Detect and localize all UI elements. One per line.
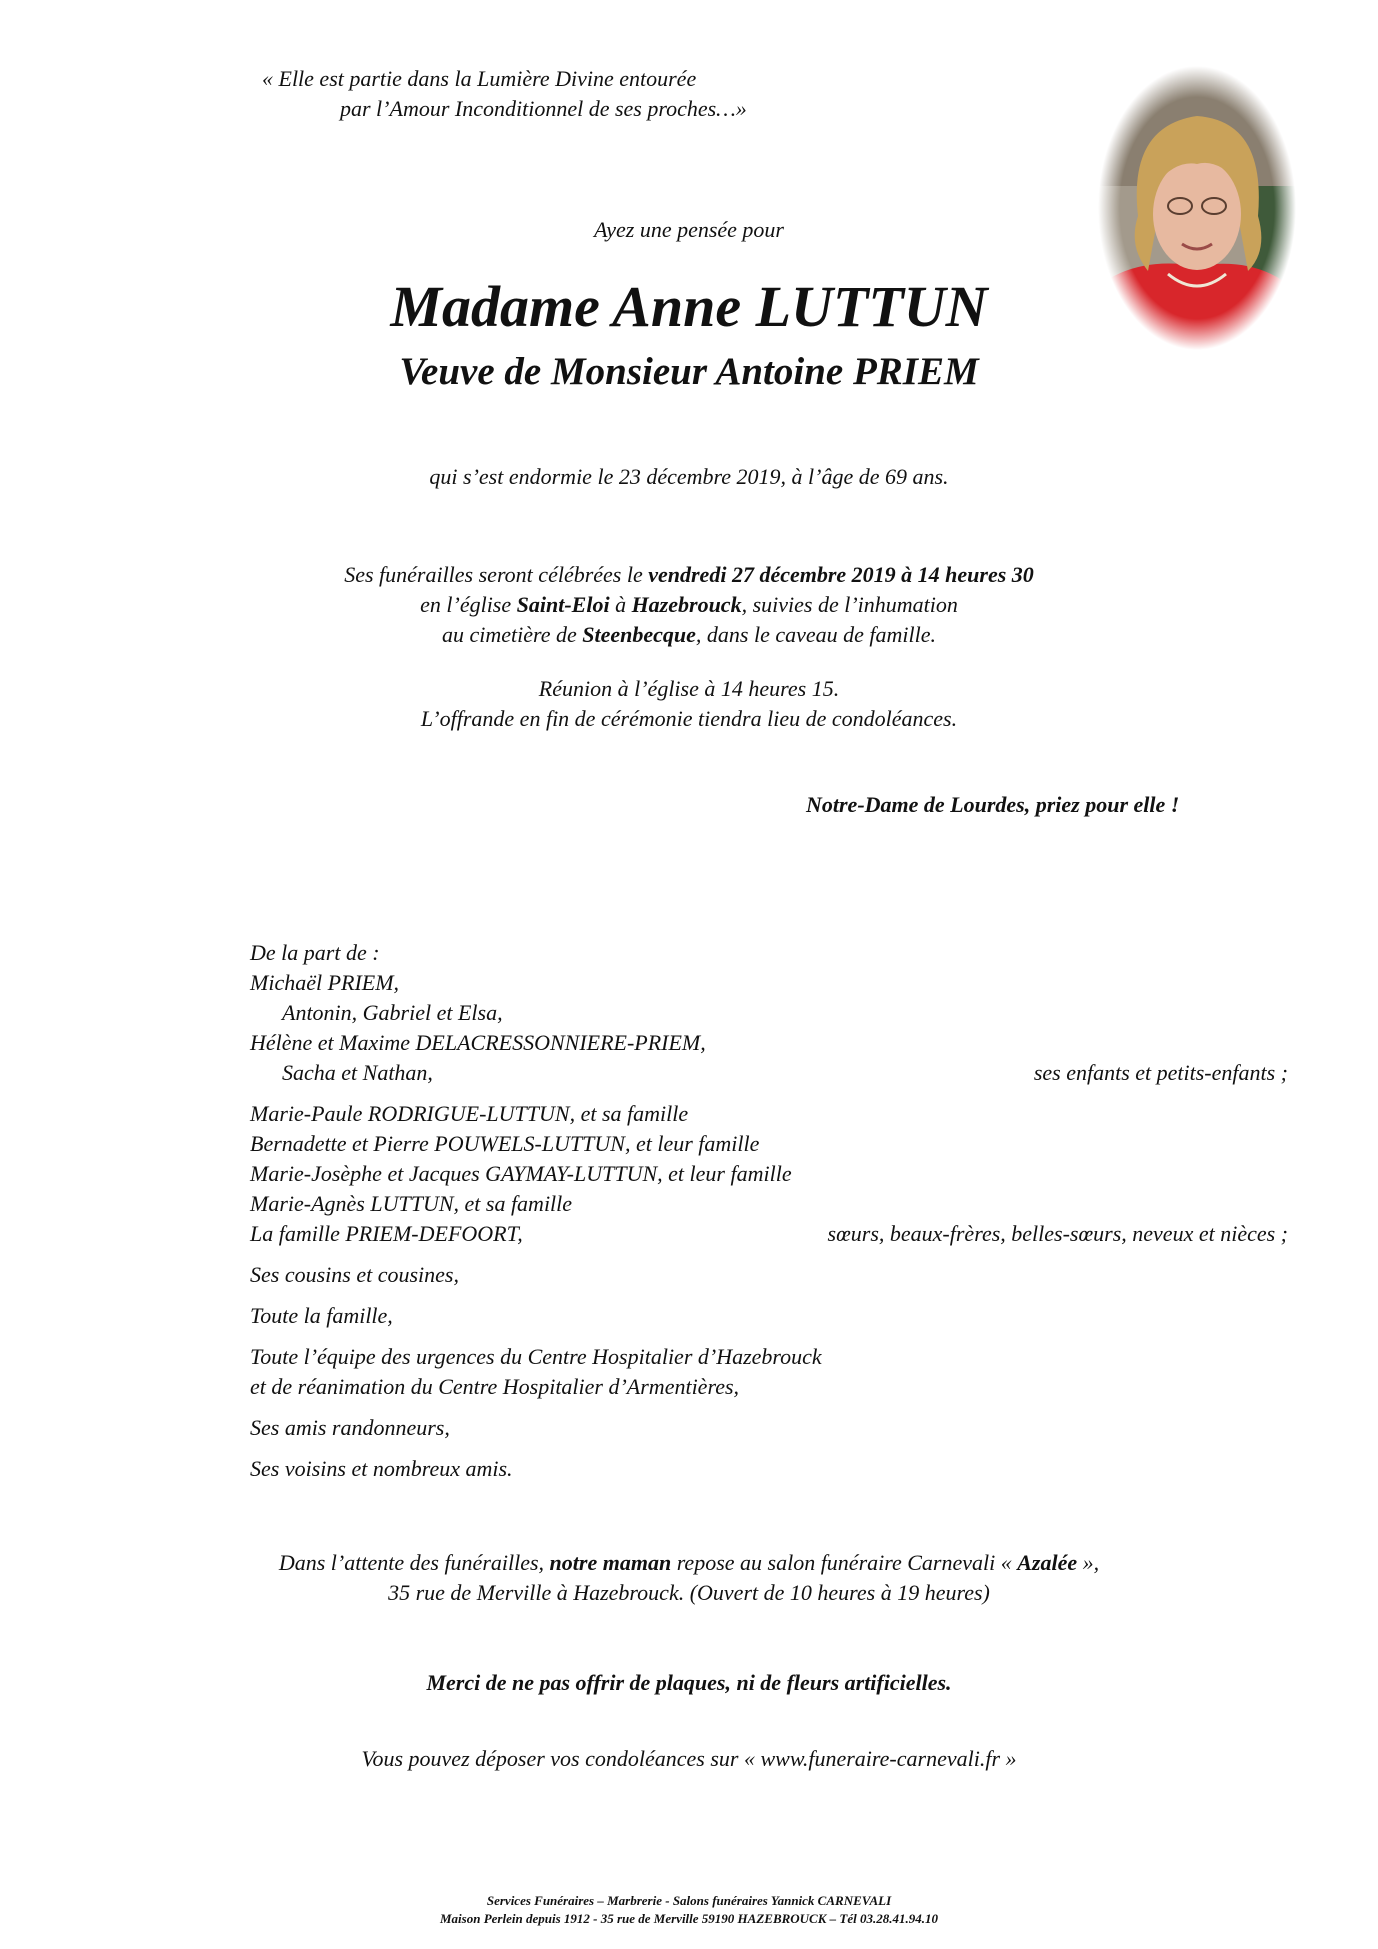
meeting-line-2: L’offrande en fin de cérémonie tiendra lieu de condoléances. <box>420 706 958 731</box>
footer-line-1: Services Funéraires – Marbrerie - Salons funéraires Yannick CARNEVALI <box>486 1893 892 1908</box>
meeting-line-1: Réunion à l’église à 14 heures 15. <box>538 676 840 701</box>
cemetery-name: Steenbecque <box>582 622 696 647</box>
family-relation: ses enfants et petits-enfants ; <box>1033 1060 1288 1085</box>
epigraph-line-1: « Elle est partie dans la Lumière Divine entourée <box>262 66 697 91</box>
widow-of: Veuve de Monsieur Antoine PRIEM <box>399 350 979 393</box>
family-member: La famille PRIEM-DEFOORT, <box>250 1221 523 1246</box>
family-cousins: Ses cousins et cousines, <box>250 1262 459 1287</box>
family-member: Michaël PRIEM, <box>250 970 400 995</box>
family-header: De la part de : <box>250 940 380 965</box>
funeral-line-3: au cimetière de Steenbecque, dans le caveau de famille. <box>441 622 937 647</box>
family-member: Marie-Paule RODRIGUE-LUTTUN, et sa famille <box>250 1101 689 1126</box>
family-all: Toute la famille, <box>250 1303 393 1328</box>
family-hikers: Ses amis randonneurs, <box>250 1415 450 1440</box>
family-member: Marie-Josèphe et Jacques GAYMAY-LUTTUN, et leur famille <box>250 1161 792 1186</box>
deceased-name: Madame Anne LUTTUN <box>390 274 988 339</box>
family-member: Marie-Agnès LUTTUN, et sa famille <box>250 1191 573 1216</box>
prayer-text: Notre-Dame de Lourdes, priez pour elle ! <box>806 792 1180 817</box>
family-member: Bernadette et Pierre POUWELS-LUTTUN, et leur famille <box>250 1131 760 1156</box>
funeral-date: vendredi 27 décembre 2019 à 14 heures 30 <box>648 562 1034 587</box>
family-relation: sœurs, beaux-frères, belles-sœurs, neveux et nièces ; <box>827 1221 1288 1246</box>
resting-line-2: 35 rue de Merville à Hazebrouck. (Ouvert de 10 heures à 19 heures) <box>388 1580 990 1605</box>
condolences-notice: Vous pouvez déposer vos condoléances sur « www.funeraire-carnevali.fr » <box>361 1746 1017 1771</box>
church-name: Saint-Eloi <box>516 592 610 617</box>
salon-name: Azalée <box>1017 1550 1078 1575</box>
no-flowers-notice: Merci de ne pas offrir de plaques, ni de fleurs artificielles. <box>426 1670 952 1695</box>
town-name: Hazebrouck <box>631 592 742 617</box>
intro-text: Ayez une pensée pour <box>594 217 784 242</box>
funeral-line-2: en l’église Saint-Eloi à Hazebrouck, suivies de l’inhumation <box>420 592 958 617</box>
hospital-line-2: et de réanimation du Centre Hospitalier d’Armentières, <box>250 1374 740 1399</box>
hospital-line-1: Toute l’équipe des urgences du Centre Hospitalier d’Hazebrouck <box>250 1344 822 1369</box>
resting-line-1: Dans l’attente des funérailles, notre maman repose au salon funéraire Carnevali « Azalée », <box>278 1550 1100 1575</box>
family-member: Antonin, Gabriel et Elsa, <box>282 1000 503 1025</box>
footer-line-2: Maison Perlein depuis 1912 - 35 rue de Merville 59190 HAZEBROUCK – Tél 03.28.41.94.10 <box>440 1911 938 1926</box>
family-neighbors: Ses voisins et nombreux amis. <box>250 1456 513 1481</box>
resting-maman: notre maman <box>549 1550 672 1575</box>
death-notice: qui s’est endormie le 23 décembre 2019, à l’âge de 69 ans. <box>429 464 949 489</box>
epigraph-line-2: par l’Amour Inconditionnel de ses proches…» <box>340 96 747 121</box>
family-member: Hélène et Maxime DELACRESSONNIERE-PRIEM, <box>250 1030 706 1055</box>
funeral-line-1: Ses funérailles seront célébrées le vendredi 27 décembre 2019 à 14 heures 30 <box>344 562 1034 587</box>
family-member: Sacha et Nathan, <box>282 1060 433 1085</box>
